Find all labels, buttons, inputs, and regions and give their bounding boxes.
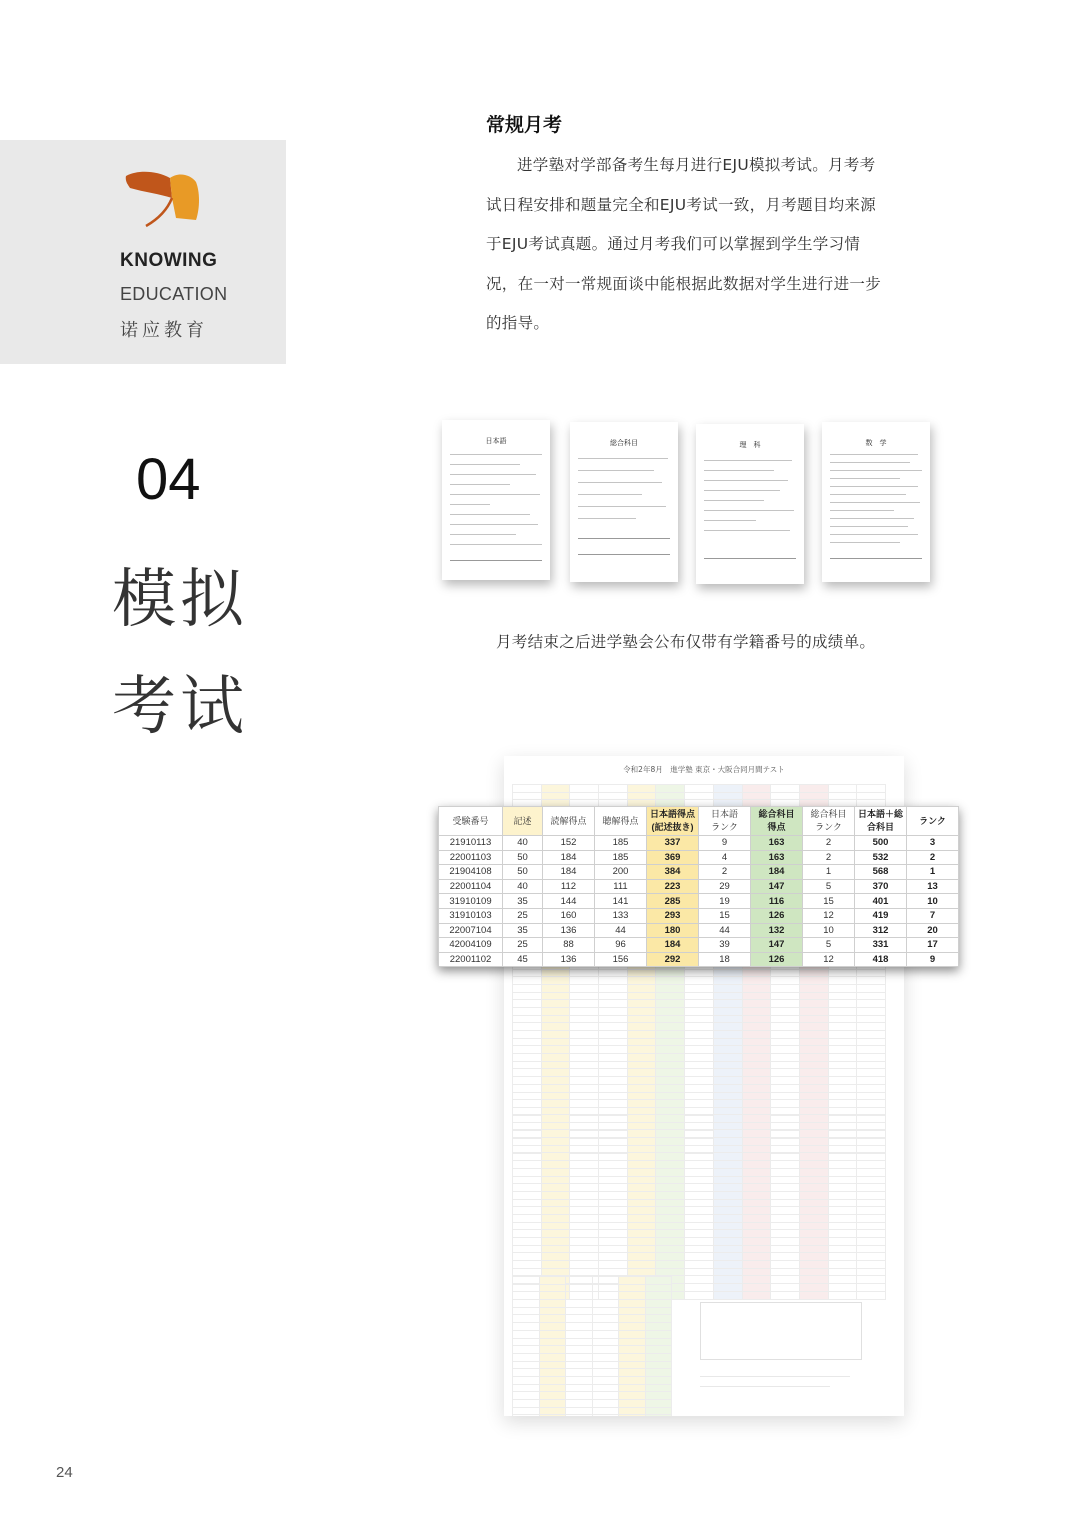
score-cell: 42004109	[439, 938, 503, 953]
exam-paper-math	[822, 422, 930, 582]
score-cell: 39	[699, 938, 751, 953]
section-number: 04	[136, 447, 201, 512]
faded-score-table-2	[512, 1114, 886, 1300]
article-heading: 常规月考	[486, 114, 563, 136]
score-cell: 2	[803, 850, 855, 865]
score-table-row	[439, 894, 959, 909]
score-cell: 418	[855, 952, 907, 967]
score-cell: 35	[503, 894, 543, 909]
score-sheet-title: 令和2年8月 進学塾 東京・大阪合同月間テスト	[623, 765, 785, 774]
header-rank: ランク	[907, 807, 959, 836]
score-cell: 568	[855, 865, 907, 880]
score-cell: 2	[907, 850, 959, 865]
score-cell: 21910113	[439, 836, 503, 851]
score-cell: 185	[595, 836, 647, 851]
score-cell: 401	[855, 894, 907, 909]
score-cell: 147	[751, 938, 803, 953]
header-exam-number: 受験番号	[439, 807, 503, 836]
score-table-row	[439, 923, 959, 938]
exam-paper-general	[570, 422, 678, 582]
score-cell: 31910103	[439, 908, 503, 923]
score-cell: 1	[907, 865, 959, 880]
score-cell: 185	[595, 850, 647, 865]
exam-paper-science	[696, 424, 804, 584]
score-cell: 184	[543, 850, 595, 865]
score-table-row	[439, 836, 959, 851]
score-cell: 17	[907, 938, 959, 953]
page-number: 24	[56, 1464, 73, 1481]
header-essay: 記述	[503, 807, 543, 836]
score-cell: 31910109	[439, 894, 503, 909]
score-cell: 111	[595, 879, 647, 894]
score-cell: 19	[699, 894, 751, 909]
score-cell: 96	[595, 938, 647, 953]
exam-paper-title: 理 科	[739, 441, 761, 449]
score-cell: 141	[595, 894, 647, 909]
score-cell: 50	[503, 850, 543, 865]
score-table-zoom	[438, 806, 959, 967]
score-cell: 25	[503, 908, 543, 923]
score-cell: 133	[595, 908, 647, 923]
score-cell: 223	[647, 879, 699, 894]
score-cell: 419	[855, 908, 907, 923]
score-cell: 500	[855, 836, 907, 851]
brand-name-chinese: 诺应教育	[120, 320, 208, 341]
score-cell: 369	[647, 850, 699, 865]
exam-paper-title: 総合科目	[610, 439, 638, 447]
score-cell: 112	[543, 879, 595, 894]
score-cell: 44	[595, 923, 647, 938]
score-cell: 7	[907, 908, 959, 923]
score-cell: 200	[595, 865, 647, 880]
header-total: 日本語＋総 合科目	[855, 807, 907, 836]
score-cell: 50	[503, 865, 543, 880]
score-cell: 22001104	[439, 879, 503, 894]
exam-paper-title: 数 学	[865, 439, 887, 447]
header-general-score: 総合科目 得点	[751, 807, 803, 836]
score-cell: 4	[699, 850, 751, 865]
score-cell: 5	[803, 938, 855, 953]
ginkgo-leaf-logo	[122, 168, 202, 232]
score-cell: 40	[503, 836, 543, 851]
score-cell: 184	[543, 865, 595, 880]
score-cell: 2	[803, 836, 855, 851]
header-listening: 聴解得点	[595, 807, 647, 836]
score-cell: 12	[803, 908, 855, 923]
exam-paper-japanese	[442, 420, 550, 580]
score-cell: 25	[503, 938, 543, 953]
brand-name-line2: EDUCATION	[120, 284, 228, 304]
score-cell: 144	[543, 894, 595, 909]
score-cell: 15	[803, 894, 855, 909]
score-report-caption: 月考结束之后进学塾会公布仅带有学籍番号的成绩单。	[496, 633, 876, 651]
score-cell: 160	[543, 908, 595, 923]
score-cell: 5	[803, 879, 855, 894]
header-japanese-score: 日本語得点 (記述抜き)	[647, 807, 699, 836]
score-cell: 293	[647, 908, 699, 923]
score-cell: 292	[647, 952, 699, 967]
score-cell: 10	[907, 894, 959, 909]
score-table-row	[439, 938, 959, 953]
article-paragraph: 进学塾对学部备考生每月进行EJU模拟考试。月考考试日程安排和题量完全和EJU考试一致，月考题目均来源于EJU考试真题。通过月考我们可以掌握到学生学习情况，在一对一常规面谈中能根据此数据对学生进行进一步的指导。	[486, 156, 882, 332]
score-cell: 9	[699, 836, 751, 851]
score-cell: 22001102	[439, 952, 503, 967]
score-cell: 18	[699, 952, 751, 967]
score-table-header	[439, 807, 959, 836]
score-table-row	[439, 865, 959, 880]
score-table-row	[439, 952, 959, 967]
score-cell: 384	[647, 865, 699, 880]
score-cell: 20	[907, 923, 959, 938]
score-cell: 163	[751, 850, 803, 865]
exam-paper-title: 日本語	[485, 437, 507, 445]
score-cell: 45	[503, 952, 543, 967]
score-cell: 22007104	[439, 923, 503, 938]
score-cell: 136	[543, 923, 595, 938]
score-cell: 88	[543, 938, 595, 953]
score-cell: 132	[751, 923, 803, 938]
score-cell: 370	[855, 879, 907, 894]
score-cell: 13	[907, 879, 959, 894]
score-cell: 285	[647, 894, 699, 909]
score-table-row	[439, 850, 959, 865]
score-cell: 1	[803, 865, 855, 880]
brand-name-line1: KNOWING	[120, 250, 218, 271]
header-japanese-rank: 日本語 ランク	[699, 807, 751, 836]
score-cell: 184	[647, 938, 699, 953]
score-table-row	[439, 879, 959, 894]
faded-legend-box	[700, 1302, 862, 1360]
score-cell: 3	[907, 836, 959, 851]
score-cell: 180	[647, 923, 699, 938]
score-cell: 10	[803, 923, 855, 938]
score-cell: 156	[595, 952, 647, 967]
score-table	[438, 806, 959, 967]
score-cell: 184	[751, 865, 803, 880]
section-title-line2: 考试	[112, 670, 248, 744]
score-cell: 40	[503, 879, 543, 894]
header-general-rank: 総合科目 ランク	[803, 807, 855, 836]
header-reading: 読解得点	[543, 807, 595, 836]
score-cell: 147	[751, 879, 803, 894]
score-cell: 2	[699, 865, 751, 880]
score-cell: 126	[751, 952, 803, 967]
score-cell: 152	[543, 836, 595, 851]
faded-score-table-3	[512, 1276, 672, 1416]
score-cell: 21904108	[439, 865, 503, 880]
section-title-line1: 模拟	[112, 563, 248, 637]
score-cell: 163	[751, 836, 803, 851]
score-cell: 312	[855, 923, 907, 938]
score-cell: 29	[699, 879, 751, 894]
score-cell: 15	[699, 908, 751, 923]
score-cell: 22001103	[439, 850, 503, 865]
score-cell: 532	[855, 850, 907, 865]
score-table-row	[439, 908, 959, 923]
score-cell: 126	[751, 908, 803, 923]
score-cell: 12	[803, 952, 855, 967]
score-cell: 331	[855, 938, 907, 953]
score-cell: 116	[751, 894, 803, 909]
score-cell: 337	[647, 836, 699, 851]
score-cell: 9	[907, 952, 959, 967]
score-cell: 44	[699, 923, 751, 938]
score-cell: 35	[503, 923, 543, 938]
score-cell: 136	[543, 952, 595, 967]
